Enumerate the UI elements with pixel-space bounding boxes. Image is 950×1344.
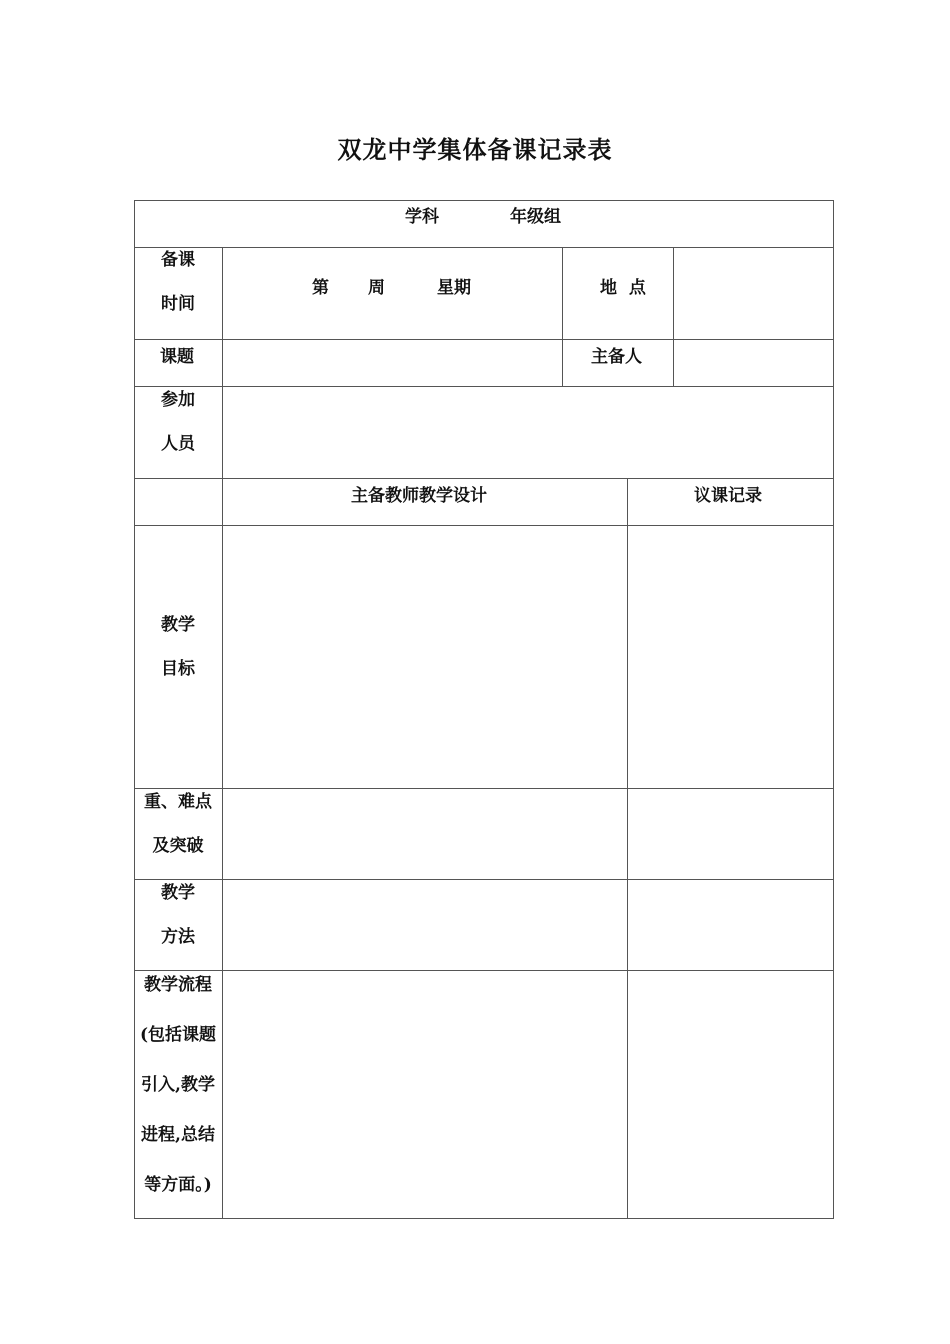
- key-points-review-cell[interactable]: [628, 789, 832, 878]
- location-label: 地 点: [600, 278, 646, 298]
- process-label-line: 等方面。): [144, 1175, 212, 1195]
- objectives-design-cell[interactable]: [223, 526, 626, 787]
- methods-design-cell[interactable]: [223, 880, 626, 969]
- key-points-label: [134, 780, 222, 868]
- participants-label-line: 人员: [161, 434, 195, 454]
- week-input[interactable]: [330, 262, 366, 302]
- key-points-design-cell[interactable]: [223, 789, 626, 878]
- location-input[interactable]: [674, 248, 832, 338]
- key-points-label-line: 及突破: [152, 836, 204, 856]
- subject-label: 学科: [405, 207, 439, 227]
- participants-input[interactable]: [223, 387, 832, 477]
- prep-time-label: [134, 238, 222, 326]
- presenter-label: 主备人: [591, 347, 642, 367]
- process-label: [134, 972, 222, 1222]
- process-label-line: 进程,总结: [141, 1125, 215, 1145]
- objectives-label: [134, 603, 222, 691]
- methods-review-cell[interactable]: [628, 880, 832, 969]
- objectives-label-line: 目标: [161, 659, 195, 679]
- grade-group-label: 年级组: [510, 207, 561, 227]
- week-suffix: 周: [368, 278, 385, 298]
- weekday-label: 星期: [437, 278, 471, 298]
- prep-time-label-line: 备课: [161, 250, 195, 270]
- page-title: 双龙中学集体备课记录表: [337, 135, 613, 164]
- process-label-line: 引入,教学: [141, 1075, 215, 1095]
- objectives-review-cell[interactable]: [628, 526, 832, 787]
- process-review-cell[interactable]: [628, 971, 832, 1217]
- design-column-header: 主备教师教学设计: [351, 486, 487, 506]
- objectives-label-line: 教学: [161, 615, 195, 635]
- methods-label: [134, 871, 222, 959]
- review-column-header: 议课记录: [694, 486, 762, 506]
- process-design-cell[interactable]: [223, 971, 626, 1217]
- week-prefix: 第: [312, 278, 329, 298]
- topic-input[interactable]: [223, 340, 561, 385]
- participants-label-line: 参加: [161, 390, 195, 410]
- key-points-label-line: 重、难点: [144, 792, 212, 812]
- participants-label: [134, 378, 222, 466]
- topic-label: 课题: [160, 347, 194, 367]
- prep-time-label-line: 时间: [161, 294, 195, 314]
- process-label-line: 教学流程: [144, 975, 212, 995]
- methods-label-line: 教学: [161, 883, 195, 903]
- presenter-input[interactable]: [674, 340, 832, 385]
- process-label-line: (包括课题: [139, 1025, 217, 1045]
- methods-label-line: 方法: [161, 927, 195, 947]
